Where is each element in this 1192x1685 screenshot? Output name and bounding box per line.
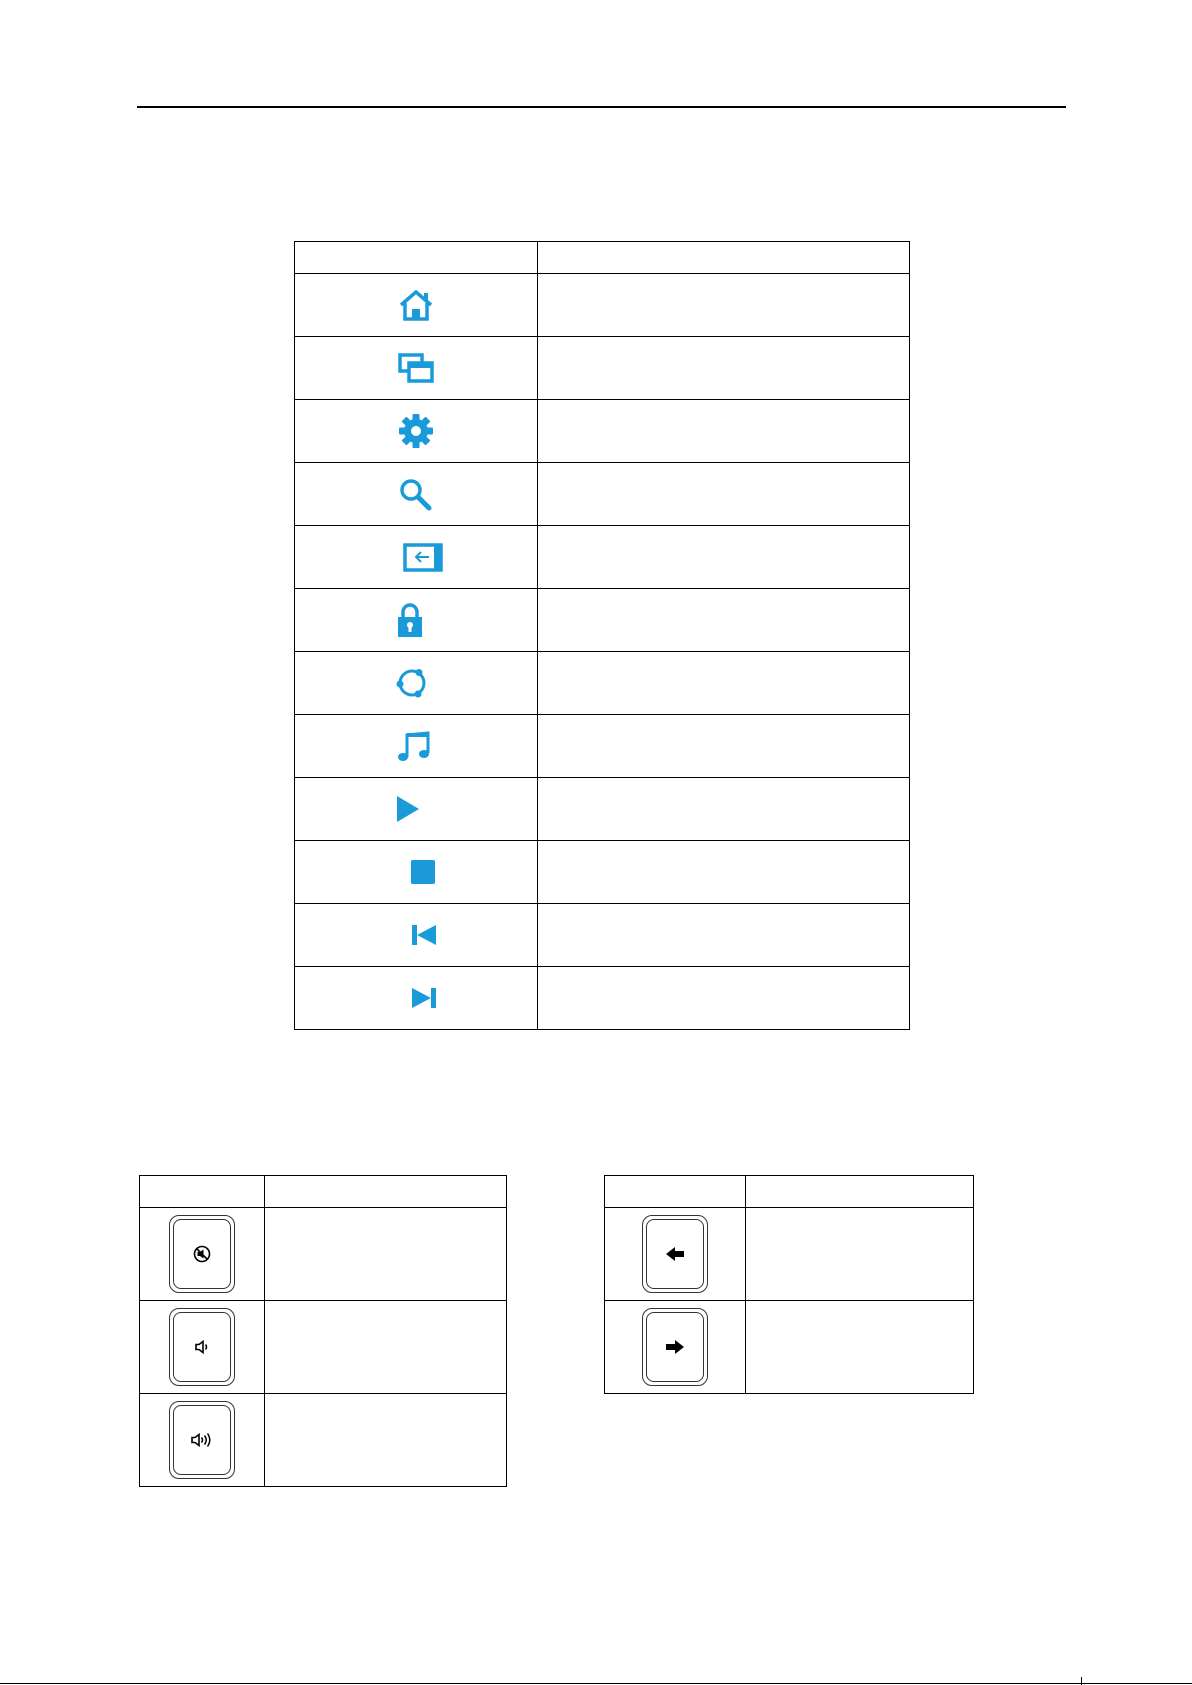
icon-cell: [295, 589, 538, 652]
table-row: [295, 841, 910, 904]
header-cell-function: [265, 1176, 507, 1208]
table-row: [140, 1301, 507, 1394]
description-cell: [538, 337, 910, 400]
arrow-left-key-icon: [664, 1245, 686, 1263]
switch-windows-icon: [397, 352, 435, 384]
table-header-row: [295, 242, 910, 274]
function-key-table: [294, 241, 910, 1030]
description-cell: [538, 715, 910, 778]
table-row: [295, 463, 910, 526]
gear-icon: [397, 412, 435, 450]
icon-cell: [605, 1301, 746, 1394]
description-cell: [538, 778, 910, 841]
volume-down-key: [169, 1308, 235, 1386]
header-cell-function: [538, 242, 910, 274]
play-icon: [393, 793, 423, 825]
description-cell: [538, 526, 910, 589]
table-row: [295, 337, 910, 400]
volume-key-table: [139, 1175, 507, 1487]
table-row: [295, 274, 910, 337]
footer-rule: [0, 1683, 1192, 1684]
home-icon: [397, 288, 435, 322]
description-cell: [538, 400, 910, 463]
previous-track-icon: [409, 922, 439, 948]
table-row: [295, 967, 910, 1030]
header-cell-function: [746, 1176, 974, 1208]
table-row: [140, 1208, 507, 1301]
icon-cell: [140, 1394, 265, 1487]
volume-up-key-icon: [189, 1430, 215, 1450]
table-row: [295, 715, 910, 778]
icon-cell: [295, 463, 538, 526]
volume-up-key: [169, 1401, 235, 1479]
icon-cell: [140, 1301, 265, 1394]
arrow-right-key: [642, 1308, 708, 1386]
header-cell-key: [605, 1176, 746, 1208]
connect-icon: [393, 666, 431, 700]
table-row: [140, 1394, 507, 1487]
table-row: [605, 1301, 974, 1394]
mute-key: [169, 1215, 235, 1293]
icon-cell: [605, 1208, 746, 1301]
header-rule: [137, 106, 1066, 108]
table-row: [295, 400, 910, 463]
stop-icon: [409, 858, 437, 886]
search-icon: [397, 477, 435, 511]
table-row: [295, 904, 910, 967]
music-note-icon: [395, 729, 433, 763]
mute-key-icon: [192, 1244, 212, 1264]
icon-cell: [295, 967, 538, 1030]
description-cell: [538, 904, 910, 967]
description-cell: [265, 1394, 507, 1487]
icon-cell: [295, 337, 538, 400]
icon-cell: [295, 841, 538, 904]
icon-cell: [295, 400, 538, 463]
description-cell: [538, 841, 910, 904]
icon-cell: [295, 652, 538, 715]
table-header-row: [605, 1176, 974, 1208]
description-cell: [538, 652, 910, 715]
arrow-key-table: [604, 1175, 974, 1394]
description-cell: [538, 463, 910, 526]
arrow-right-key-icon: [664, 1338, 686, 1356]
table-row: [295, 526, 910, 589]
table-header-row: [140, 1176, 507, 1208]
header-cell-key: [295, 242, 538, 274]
icon-cell: [295, 715, 538, 778]
description-cell: [265, 1208, 507, 1301]
description-cell: [538, 589, 910, 652]
description-cell: [538, 274, 910, 337]
lock-icon: [395, 601, 425, 639]
table-row: [605, 1208, 974, 1301]
icon-cell: [295, 526, 538, 589]
description-cell: [746, 1301, 974, 1394]
arrow-left-key: [642, 1215, 708, 1293]
table-row: [295, 589, 910, 652]
icon-cell: [140, 1208, 265, 1301]
description-cell: [265, 1301, 507, 1394]
description-cell: [538, 967, 910, 1030]
icon-cell: [295, 778, 538, 841]
volume-down-key-icon: [192, 1337, 212, 1357]
icon-cell: [295, 904, 538, 967]
share-icon: [402, 542, 448, 572]
table-row: [295, 652, 910, 715]
description-cell: [746, 1208, 974, 1301]
header-cell-key: [140, 1176, 265, 1208]
icon-cell: [295, 274, 538, 337]
table-row: [295, 778, 910, 841]
footer-tick: [1081, 1677, 1082, 1685]
next-track-icon: [409, 985, 439, 1011]
